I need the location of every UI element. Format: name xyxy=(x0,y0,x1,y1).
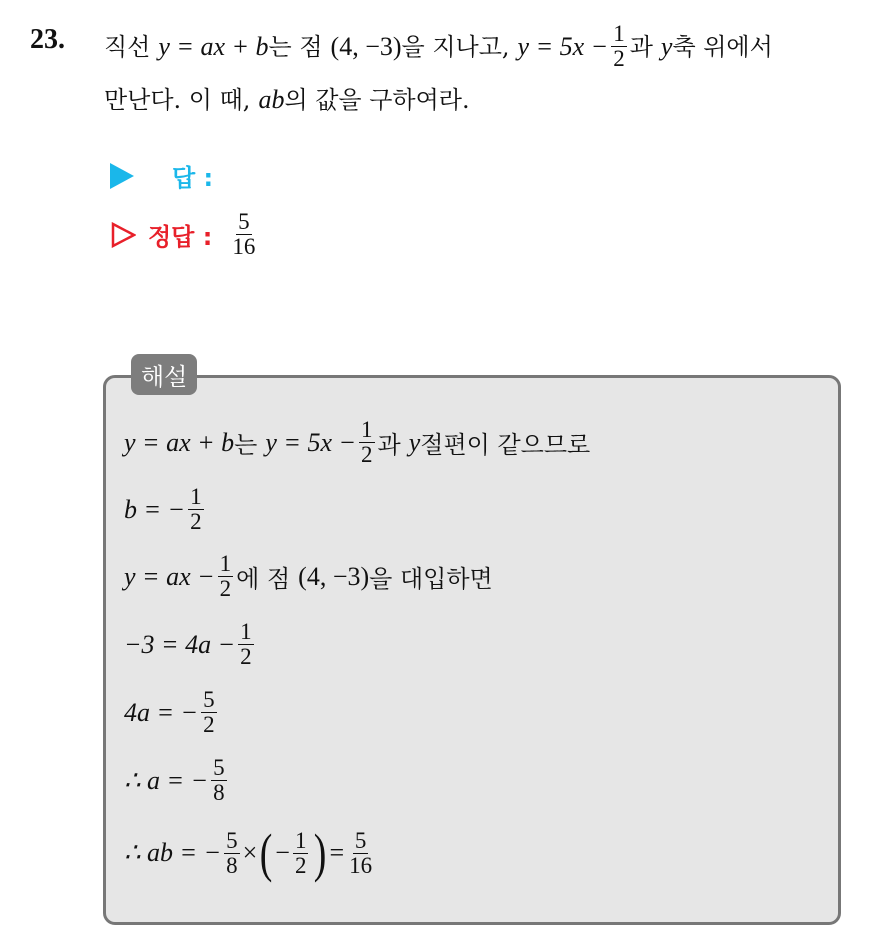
fraction-numerator: 5 xyxy=(203,687,215,712)
q-math: y = ax + b xyxy=(158,31,269,61)
correct-answer-row xyxy=(110,210,260,259)
fraction-denominator: 2 xyxy=(240,644,252,669)
s-fraction xyxy=(211,756,227,805)
s-math: y = ax − xyxy=(124,561,215,591)
fraction-numerator: 1 xyxy=(361,417,373,442)
fraction-numerator: 5 xyxy=(226,827,238,853)
fraction-numerator: 1 xyxy=(240,619,252,644)
fraction-numerator: 1 xyxy=(613,21,625,46)
q-text: 축 위에서 xyxy=(672,32,773,61)
fraction-denominator: 2 xyxy=(361,442,373,467)
s-fraction xyxy=(347,829,374,878)
explanation-tag: 해설 xyxy=(131,354,197,395)
fraction-numerator: 1 xyxy=(219,551,232,576)
s-math: 4a = − xyxy=(124,697,199,727)
right-paren: ) xyxy=(314,823,327,883)
s-math: −3 = 4a − xyxy=(124,629,236,659)
fraction-numerator: 5 xyxy=(354,827,367,853)
fraction-denominator: 16 xyxy=(232,234,256,259)
q-math: y xyxy=(660,31,673,61)
s-text: 을 대입하면 xyxy=(369,565,493,593)
s-math: ∴ ab = − xyxy=(124,838,222,867)
s-text: 절편이 같으므로 xyxy=(420,431,591,459)
q-text: 과 xyxy=(629,32,653,61)
question-text-line-1 xyxy=(104,22,773,71)
left-paren: ( xyxy=(260,823,273,883)
fraction-denominator: 2 xyxy=(613,46,625,71)
fraction-denominator: 2 xyxy=(294,852,307,878)
times-sign: × xyxy=(242,838,258,867)
s-math: y = 5x − xyxy=(265,427,357,457)
answer-label: 답 : xyxy=(172,164,214,192)
fraction-denominator: 8 xyxy=(213,780,225,805)
fraction-denominator: 2 xyxy=(203,712,215,737)
outline-triangle-icon xyxy=(110,222,136,248)
s-math: (4, −3) xyxy=(298,561,370,591)
s-fraction xyxy=(218,552,234,601)
s-math: ∴ a = − xyxy=(124,765,209,795)
q-text: 는 점 xyxy=(268,32,323,61)
s-fraction xyxy=(188,485,204,534)
solution-line-1 xyxy=(124,418,590,467)
correct-answer-label: 정답 : xyxy=(148,223,213,251)
fraction-denominator: 8 xyxy=(226,852,238,878)
fraction-numerator: 1 xyxy=(190,484,202,509)
fraction-numerator: 5 xyxy=(213,755,225,780)
solution-line-5 xyxy=(124,688,220,737)
q-math: y = 5x − xyxy=(517,31,609,61)
s-fraction xyxy=(293,829,309,878)
solution-line-3 xyxy=(124,552,493,601)
solution-line-7 xyxy=(124,823,377,883)
fraction-denominator: 16 xyxy=(349,852,373,878)
solution-line-6 xyxy=(124,756,230,805)
fraction-numerator: 1 xyxy=(294,827,307,853)
answer-row xyxy=(110,158,213,193)
s-text: 에 점 xyxy=(236,565,291,593)
q-math: (4, −3) xyxy=(330,31,402,61)
s-fraction xyxy=(201,688,217,737)
s-fraction xyxy=(359,418,375,467)
fraction-denominator: 2 xyxy=(219,576,232,601)
s-math: b = − xyxy=(124,494,186,524)
solution-line-4 xyxy=(124,620,257,669)
q-math: ab xyxy=(258,85,285,114)
s-math: − xyxy=(275,838,290,867)
equals-sign: = xyxy=(329,838,345,867)
q-fraction xyxy=(611,22,627,71)
q-text: 만난다. 이 때, xyxy=(104,86,251,114)
s-math: y xyxy=(408,427,421,457)
s-text: 는 xyxy=(234,431,258,459)
solution-line-2 xyxy=(124,485,207,534)
play-triangle-icon xyxy=(110,163,134,189)
fraction-numerator: 5 xyxy=(238,209,250,234)
s-math: y = ax + b xyxy=(124,427,235,457)
s-text: 과 xyxy=(377,431,401,459)
q-text: 의 값을 구하여라. xyxy=(284,86,470,114)
q-text: 을 지나고, xyxy=(401,32,510,61)
question-text-line-2 xyxy=(104,80,470,120)
correct-answer-value xyxy=(230,210,257,259)
question-number: 23. xyxy=(30,24,65,55)
q-text: 직선 xyxy=(104,32,151,61)
s-fraction xyxy=(224,829,240,878)
s-fraction xyxy=(238,620,254,669)
fraction-denominator: 2 xyxy=(190,509,202,534)
